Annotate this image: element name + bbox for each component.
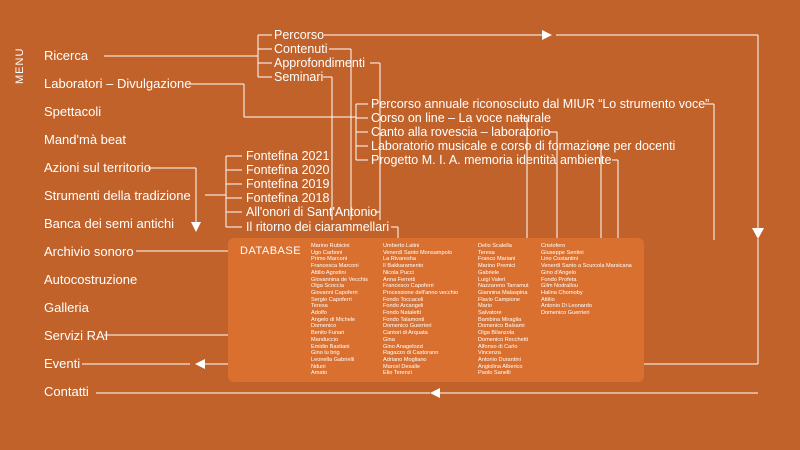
database-entry[interactable]: Gino d'Angelo <box>541 269 576 276</box>
database-entry[interactable]: Fondo Toccaceli <box>383 296 424 303</box>
database-entry[interactable]: Mario <box>478 303 492 310</box>
submenu-progetto-mia[interactable]: Progetto M. I. A. memoria identità ambiente <box>371 153 612 167</box>
database-entry[interactable]: Luigi Valeri <box>478 276 506 283</box>
database-column-1 <box>311 243 368 377</box>
database-entry[interactable]: Fondo Arcangeli <box>383 303 424 310</box>
menu-item-azioni-sul-territorio[interactable]: Azioni sul territorio <box>44 160 151 175</box>
database-entry[interactable]: Elio Terenzi <box>383 370 412 377</box>
menu-item-mandma-beat[interactable]: Mand'mà beat <box>44 132 126 147</box>
database-entry[interactable]: Giannina Malaspina <box>478 289 528 296</box>
database-column-3 <box>478 243 529 377</box>
database-entry[interactable]: Paolo Sanelli <box>478 370 511 377</box>
submenu-corso-online[interactable]: Corso on line – La voce naturale <box>371 111 551 125</box>
database-entry[interactable]: Ragazzo di Castorano <box>383 350 439 357</box>
submenu-onori-sant-antonio[interactable]: All'onori di Sant'Antonio <box>246 205 378 219</box>
database-entry[interactable]: Gabriele <box>478 269 500 276</box>
database-entry[interactable]: Emidio Bastiani <box>311 343 350 350</box>
database-entry[interactable]: Gina <box>383 336 395 343</box>
submenu-laboratorio-musicale[interactable]: Laboratorio musicale e corso di formazione per docenti <box>371 139 676 153</box>
database-entry[interactable]: Delio Scalella <box>478 243 512 249</box>
database-entry[interactable]: Teresa <box>311 303 328 310</box>
submenu-percorso[interactable]: Percorso <box>274 28 325 42</box>
submenu-percorso-annuale[interactable]: Percorso annuale riconosciuto dal MIUR “Lo strumento voce” <box>371 97 710 111</box>
database-entry[interactable]: Alfonso di Carlo <box>478 343 518 350</box>
database-entry[interactable]: Francesca Marconi <box>311 263 359 270</box>
database-entry[interactable]: La Rivaresha <box>383 256 416 263</box>
database-entry[interactable]: Vincenza <box>478 350 501 357</box>
database-entry[interactable]: Domenico Recchetti <box>478 336 529 343</box>
database-entry[interactable]: Domenico <box>311 323 337 330</box>
database-entry[interactable]: Salvatore <box>478 310 502 317</box>
database-entry[interactable]: Teresa <box>478 249 495 256</box>
database-entry[interactable]: Primo Marconi <box>311 256 348 263</box>
database-entry[interactable]: Halina Chornoby <box>541 289 583 296</box>
database-entry[interactable]: Olga Bilanzola <box>478 330 515 337</box>
menu-item-banca-dei-semi[interactable]: Banca dei semi antichi <box>44 216 175 231</box>
database-entry[interactable]: Nduni <box>311 363 326 370</box>
database-entry[interactable]: Olga Scoccia <box>311 283 344 290</box>
database-entry[interactable]: Adriano Mogliano <box>383 356 427 363</box>
database-entry[interactable]: Fondo Talamonti <box>383 316 425 323</box>
database-entry[interactable]: Domenico Guerrieri <box>541 310 590 317</box>
database-entry[interactable]: Venerdì Santo a Scurcola Marsicana <box>541 263 632 270</box>
database-entry[interactable]: Fondo Nataletti <box>383 310 421 317</box>
database-column-4 <box>541 243 632 317</box>
database-entry[interactable]: Bambina Miraglia <box>478 316 522 323</box>
database-entry[interactable]: Leonella Gabrielli <box>311 356 355 363</box>
database-entry[interactable]: Ugo Carboni <box>311 249 343 256</box>
menu-item-galleria[interactable]: Galleria <box>44 300 89 315</box>
database-entry[interactable]: Giovanni Capoferri <box>311 289 358 296</box>
database-entry[interactable]: Marino Premici <box>478 263 516 270</box>
submenu-fontefina-2019[interactable]: Fontefina 2019 <box>246 177 330 191</box>
menu-item-servizi-rai[interactable]: Servizi RAI <box>44 328 109 343</box>
menu-item-archivio-sonoro[interactable]: Archivio sonoro <box>44 244 134 259</box>
submenu-contenuti[interactable]: Contenuti <box>274 42 328 56</box>
database-entry[interactable]: Francesco Capoferri <box>383 283 434 290</box>
menu-item-eventi[interactable]: Eventi <box>44 356 81 371</box>
database-entry[interactable]: Benito Funari <box>311 330 345 337</box>
database-entry[interactable]: Giuseppe Sentini <box>541 249 584 256</box>
database-entry[interactable]: Attilio Agostini <box>311 269 346 276</box>
database-entry[interactable]: Anna Ferretti <box>383 276 416 283</box>
database-entry[interactable]: Il Bakkaramento <box>383 263 424 270</box>
database-entry[interactable]: Nazzareno Tarramut <box>478 283 529 290</box>
database-entry[interactable]: Antonio Di Leonardo <box>541 303 593 310</box>
menu-item-laboratori[interactable]: Laboratori – Divulgazione <box>44 76 192 91</box>
database-entry[interactable]: Domenico Balsami <box>478 323 525 330</box>
database-entry[interactable]: Umberto Latini <box>383 243 420 249</box>
database-entry[interactable]: Domenico Guerrieri <box>383 323 432 330</box>
menu-label: MENU <box>14 47 26 84</box>
database-entry[interactable]: Adolfo <box>311 310 327 317</box>
database-entry[interactable]: Sergio Capoferri <box>311 296 352 303</box>
menu-item-autocostruzione[interactable]: Autocostruzione <box>44 272 138 287</box>
database-column-2 <box>383 243 458 377</box>
submenu-approfondimenti[interactable]: Approfondimenti <box>274 56 366 70</box>
database-entry[interactable]: Venerdì Santo Monsampolo <box>383 249 453 256</box>
submenu-ritorno-ciarammellari[interactable]: Il ritorno dei ciarammellari <box>246 220 390 234</box>
database-entry[interactable]: Amato <box>311 370 328 377</box>
database-entry[interactable]: Gino lu brig <box>311 350 340 357</box>
database-entry[interactable]: Cantori di Arquata <box>383 330 428 337</box>
database-entry[interactable]: Antonio Durantini <box>478 356 521 363</box>
database-entry[interactable]: Angiolina Alberico <box>478 363 523 370</box>
database-entry[interactable]: Nicola Pucci <box>383 269 414 276</box>
menu-item-contatti[interactable]: Contatti <box>44 384 89 399</box>
database-entry[interactable]: Franco Mariani <box>478 256 516 263</box>
database-entry[interactable]: Lino Costantini <box>541 256 579 263</box>
database-entry[interactable]: Manduccio <box>311 336 339 343</box>
database-entry[interactable]: Marino Rubicini <box>311 243 350 249</box>
database-entry[interactable]: Angelo di Michele <box>311 316 356 323</box>
database-entry[interactable]: Marcel Desalle <box>383 363 420 370</box>
database-entry[interactable]: Attilio <box>541 296 555 303</box>
submenu-fontefina-2021[interactable]: Fontefina 2021 <box>246 149 330 163</box>
database-entry[interactable]: Gilm Nodrallou <box>541 283 578 290</box>
submenu-seminari[interactable]: Seminari <box>274 70 324 84</box>
submenu-fontefina-2020[interactable]: Fontefina 2020 <box>246 163 330 177</box>
database-entry[interactable]: Gino Anagelozzi <box>383 343 424 350</box>
database-entry[interactable]: Processione dell'anno vecchio <box>383 289 459 296</box>
menu-item-strumenti-della-tradizione[interactable]: Strumenti della tradizione <box>44 188 191 203</box>
database-title: DATABASE <box>240 245 302 257</box>
database-entry[interactable]: Cristofero <box>541 243 566 249</box>
submenu-fontefina-2018[interactable]: Fontefina 2018 <box>246 191 330 205</box>
database-entry[interactable]: Fondo Profeta <box>541 276 577 283</box>
database-entry[interactable]: Flavio Campione <box>478 296 520 303</box>
menu-item-spettacoli[interactable]: Spettacoli <box>44 104 102 119</box>
database-entry[interactable]: Giovannina de Vecchis <box>311 276 368 283</box>
menu-item-ricerca[interactable]: Ricerca <box>44 48 89 63</box>
submenu-canto-alla-rovescia[interactable]: Canto alla rovescia – laboratorio <box>371 125 551 139</box>
